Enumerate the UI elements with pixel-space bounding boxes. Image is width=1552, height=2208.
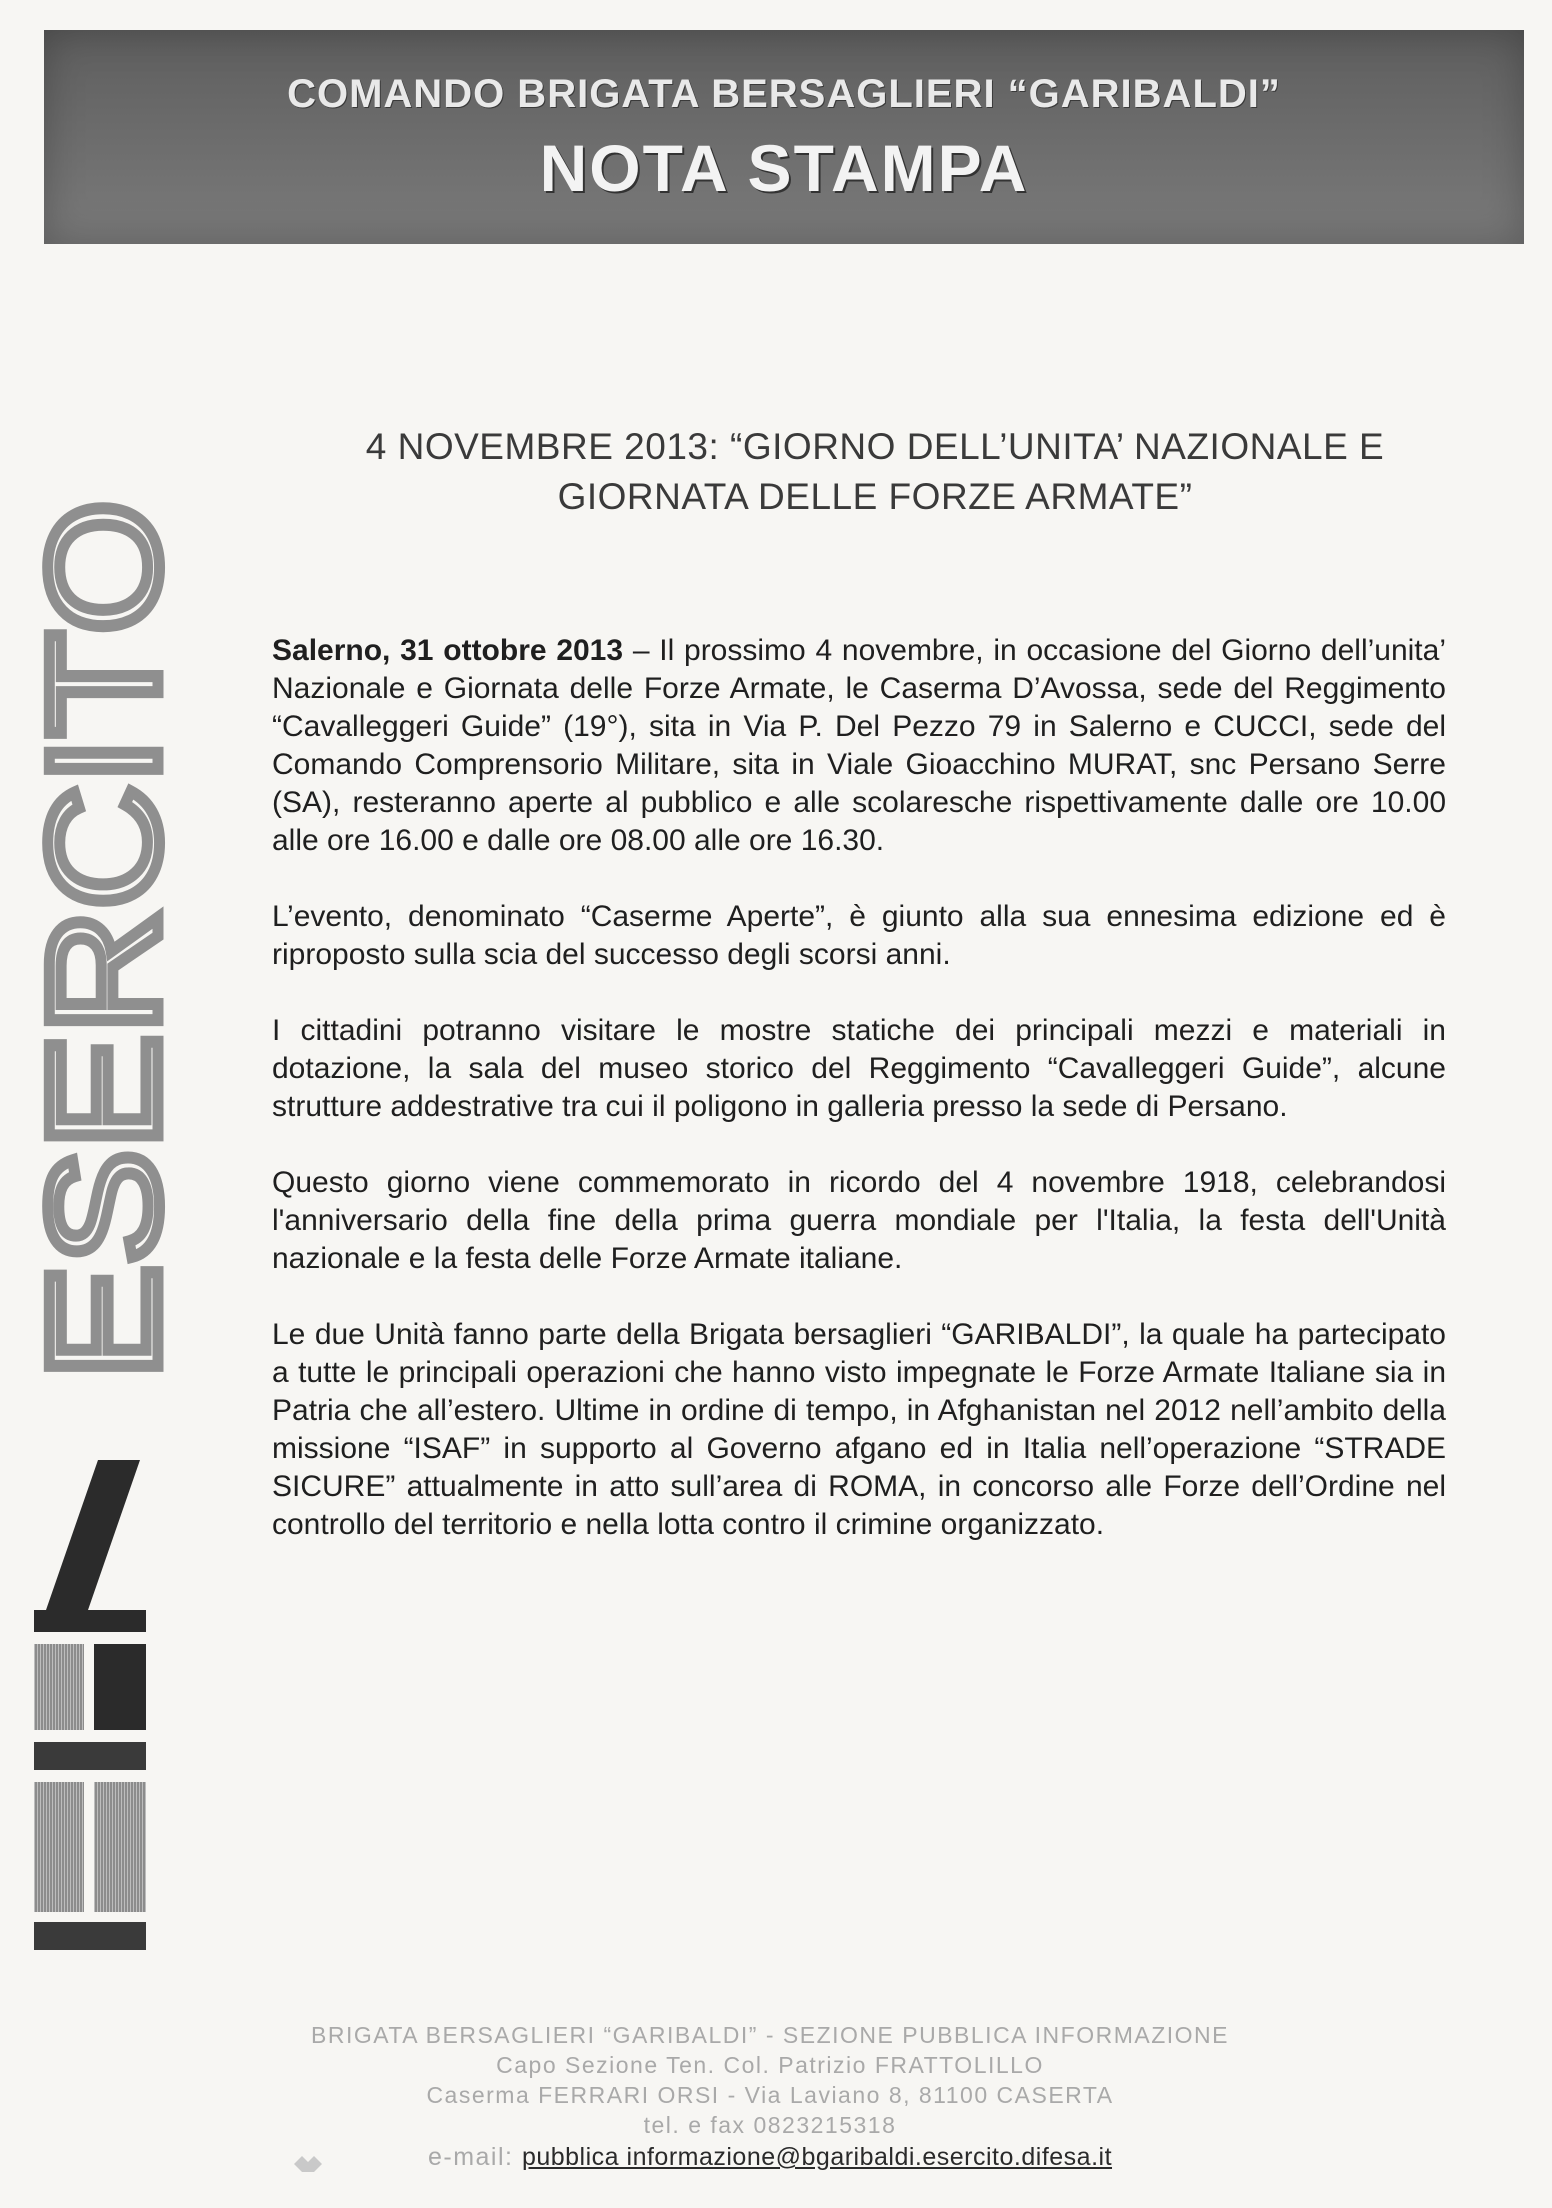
header-subtitle: COMANDO BRIGATA BERSAGLIERI “GARIBALDI” [287, 72, 1281, 116]
header-title: NOTA STAMPA [539, 131, 1029, 205]
footer-emblem-icon [290, 2150, 326, 2178]
esercito-logo-text: ESERCITO [16, 575, 192, 1380]
press-body [272, 632, 1446, 1582]
esercito-logo [16, 500, 192, 1960]
headline-line-1: 4 NOVEMBRE 2013: “GIORNO DELL’UNITA’ NAZIONALE E [365, 426, 1385, 467]
footer-email-line [220, 2142, 1320, 2172]
esercito-emblem [34, 1460, 146, 1950]
paragraph-1-text: – Il prossimo 4 novembre, in occasione del Giorno dell’unita’ Nazionale e Giornata delle Forze Armate, le Caserma D’Avossa, sede del Reggimento “Cavalleggeri Guide” (19°), sita in Via P. Del Pezzo 79 in Salerno e CUCCI, sede del Comando Comprensorio Militare, sita in Viale Gioacchino MURAT, snc Persano Serre (SA), resteranno aperte al pubblico e alle scolaresche rispettivamente dalle ore 10.00 alle ore 16.00 e dalle ore 08.00 alle ore 16.30. [272, 634, 1446, 857]
footer-line-1: BRIGATA BERSAGLIERI “GARIBALDI” - SEZIONE PUBBLICA INFORMAZIONE [311, 2022, 1229, 2048]
paragraph-2: L’evento, denominato “Caserme Aperte”, è giunto alla sua ennesima edizione ed è riproposto sulla scia del successo degli scorsi anni. [272, 900, 1446, 971]
paragraph-5: Le due Unità fanno parte della Brigata bersaglieri “GARIBALDI”, la quale ha partecipato a tutte le principali operazioni che hanno visto impegnate le Forze Armate Italiane sia in Patria che all’estero. Ultime in ordine di tempo, in Afghanistan nel 2012 nell’ambito della missione “ISAF” in supporto al Governo afgano ed in Italia nell’operazione “STRADE SICURE” attualmente in atto sull’area di ROMA, in concorso alle Forze dell’Ordine nel controllo del territorio e nella lotta contro il crimine organizzato. [272, 1318, 1446, 1541]
email-label: e-mail: [427, 2143, 522, 2171]
dateline: Salerno, 31 ottobre 2013 [272, 634, 624, 667]
footer-line-4: tel. e fax 0823215318 [643, 2112, 897, 2138]
footer-line-2: Capo Sezione Ten. Col. Patrizio FRATTOLILLO [496, 2052, 1044, 2078]
header-banner [44, 30, 1524, 244]
email-link[interactable]: pubblica informazione@bgaribaldi.esercito.difesa.it [521, 2143, 1113, 2171]
paragraph-3: I cittadini potranno visitare le mostre statiche dei principali mezzi e materiali in dotazione, la sala del museo storico del Reggimento “Cavalleggeri Guide”, alcune strutture addestrative tra cui il poligono in galleria presso la sede di Persano. [272, 1014, 1446, 1123]
press-headline [250, 422, 1500, 522]
footer [220, 2020, 1320, 2172]
paragraph-1 [272, 632, 1446, 860]
esercito-wordmark [16, 500, 192, 1380]
footer-line-3: Caserma FERRARI ORSI - Via Laviano 8, 81100 CASERTA [426, 2082, 1114, 2108]
paragraph-4: Questo giorno viene commemorato in ricordo del 4 novembre 1918, celebrandosi l'anniversario della fine della prima guerra mondiale per l'Italia, la festa dell'Unità nazionale e la festa delle Forze Armate italiane. [272, 1166, 1446, 1275]
headline-line-2: GIORNATA DELLE FORZE ARMATE” [557, 476, 1193, 517]
